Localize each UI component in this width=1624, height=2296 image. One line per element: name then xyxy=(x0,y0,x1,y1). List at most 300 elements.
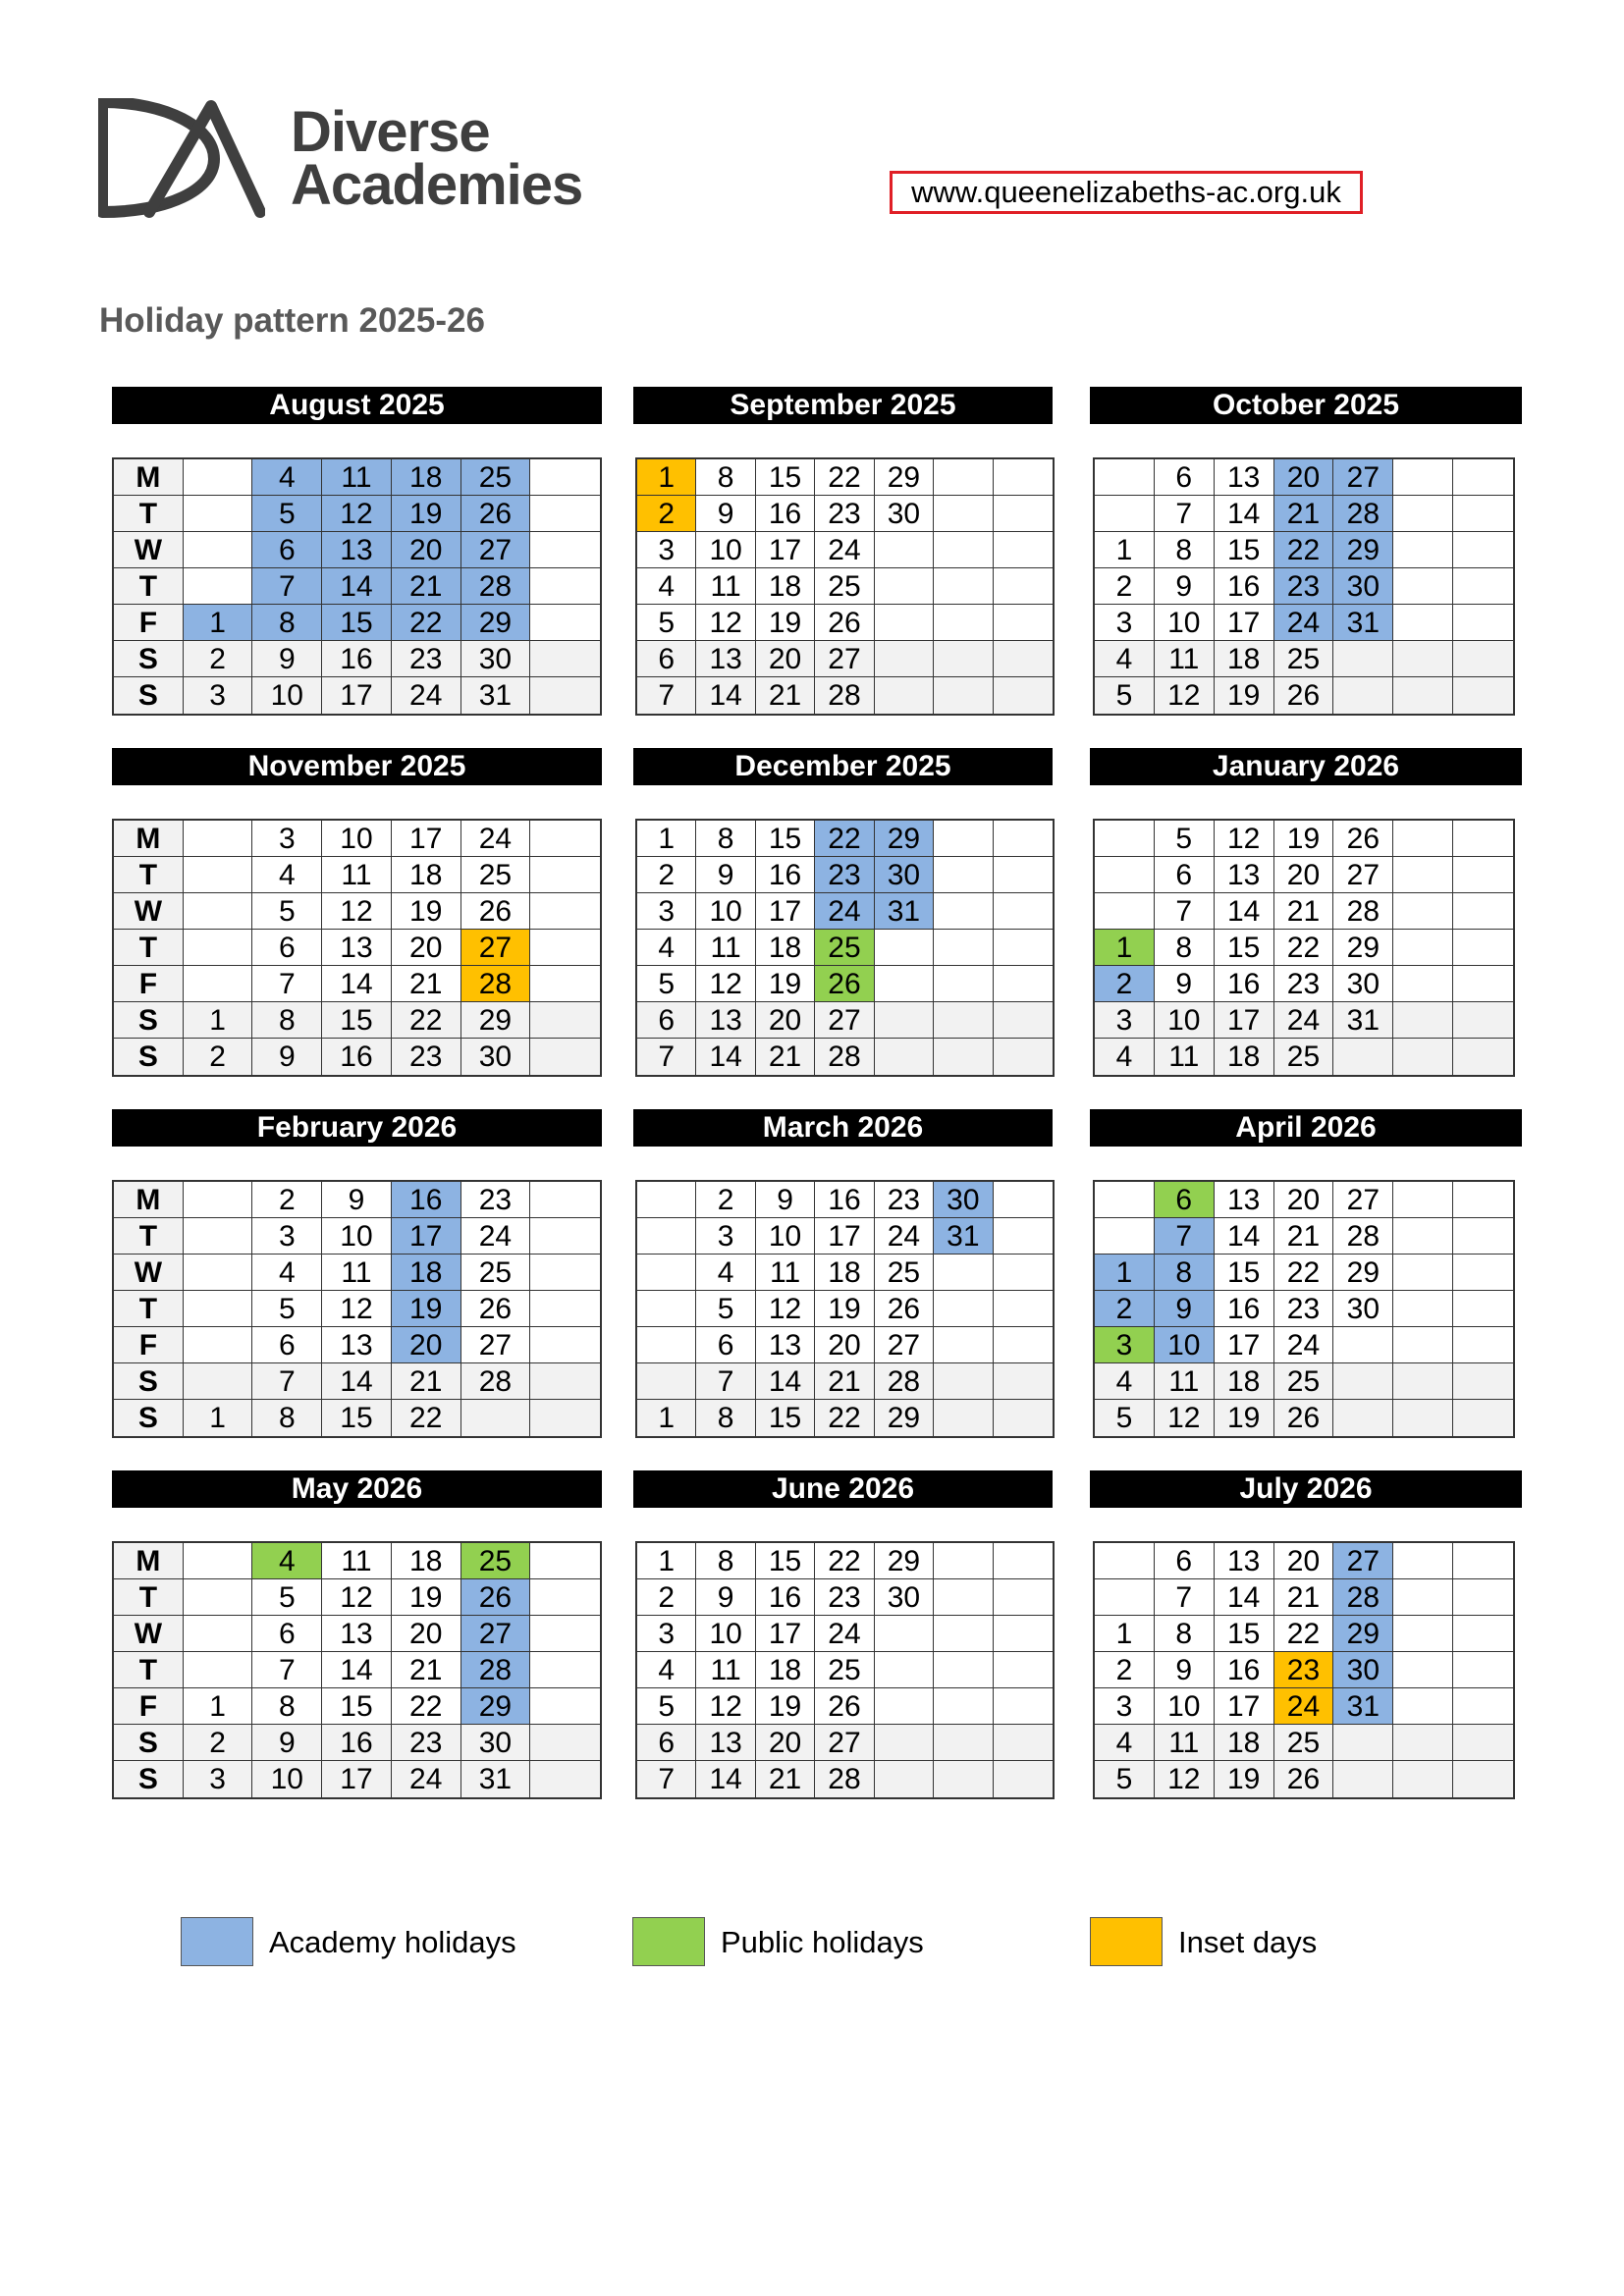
date-cell: 5 xyxy=(637,1688,696,1725)
date-cell: 27 xyxy=(815,1725,874,1761)
empty-cell xyxy=(994,1327,1053,1363)
date-cell: 1 xyxy=(184,605,253,641)
date-cell: 15 xyxy=(756,1400,815,1436)
date-cell: 15 xyxy=(756,459,815,496)
date-cell: 2 xyxy=(696,1182,755,1218)
day-label: T xyxy=(114,496,184,532)
date-cell: 8 xyxy=(696,1543,755,1579)
date-cell: 24 xyxy=(1274,1327,1334,1363)
empty-cell xyxy=(1333,1400,1393,1436)
date-cell: 16 xyxy=(1215,1652,1274,1688)
date-cell: 3 xyxy=(252,1218,322,1255)
date-cell: 24 xyxy=(875,1218,934,1255)
empty-cell xyxy=(1393,1579,1453,1616)
empty-cell xyxy=(934,966,993,1002)
date-cell: 2 xyxy=(1095,1291,1155,1327)
date-cell: 22 xyxy=(1274,930,1334,966)
date-cell: 16 xyxy=(322,1039,392,1075)
empty-cell xyxy=(1333,1725,1393,1761)
date-cell: 8 xyxy=(1155,930,1215,966)
empty-cell xyxy=(994,1291,1053,1327)
date-cell: 14 xyxy=(756,1363,815,1400)
date-cell: 6 xyxy=(1155,459,1215,496)
empty-cell xyxy=(994,893,1053,930)
date-cell: 13 xyxy=(696,1002,755,1039)
month-header: March 2026 xyxy=(633,1109,1053,1147)
date-cell: 17 xyxy=(392,1218,461,1255)
date-cell: 6 xyxy=(637,641,696,677)
date-cell: 8 xyxy=(696,821,755,857)
date-cell: 9 xyxy=(252,1725,322,1761)
date-cell: 25 xyxy=(815,568,874,605)
date-cell: 11 xyxy=(756,1255,815,1291)
empty-cell xyxy=(1453,930,1513,966)
empty-cell xyxy=(184,1363,253,1400)
empty-cell xyxy=(994,857,1053,893)
date-cell: 7 xyxy=(637,1761,696,1797)
month-days-grid xyxy=(635,819,1055,1077)
date-cell: 30 xyxy=(1333,966,1393,1002)
date-cell: 18 xyxy=(392,1255,461,1291)
date-cell: 31 xyxy=(1333,1002,1393,1039)
website-link[interactable]: www.queenelizabeths-ac.org.uk xyxy=(890,171,1363,214)
date-cell: 9 xyxy=(696,496,755,532)
date-cell: 18 xyxy=(756,930,815,966)
empty-cell xyxy=(1453,459,1513,496)
empty-cell xyxy=(934,1543,993,1579)
date-cell: 2 xyxy=(637,496,696,532)
empty-cell xyxy=(1393,1400,1453,1436)
empty-cell xyxy=(184,459,253,496)
date-cell: 31 xyxy=(1333,605,1393,641)
empty-cell xyxy=(530,568,600,605)
empty-cell xyxy=(530,1255,600,1291)
empty-cell xyxy=(530,1002,600,1039)
empty-cell xyxy=(530,1543,600,1579)
date-cell: 4 xyxy=(252,857,322,893)
date-cell: 15 xyxy=(1215,1255,1274,1291)
day-label: T xyxy=(114,857,184,893)
empty-cell xyxy=(1333,1039,1393,1075)
empty-cell xyxy=(530,605,600,641)
date-cell: 7 xyxy=(696,1363,755,1400)
date-cell: 9 xyxy=(1155,1291,1215,1327)
date-cell: 13 xyxy=(1215,459,1274,496)
empty-cell xyxy=(994,1543,1053,1579)
day-label: S xyxy=(114,1002,184,1039)
day-label: T xyxy=(114,1218,184,1255)
empty-cell xyxy=(934,1579,993,1616)
empty-cell xyxy=(530,893,600,930)
day-label: M xyxy=(114,1182,184,1218)
empty-cell xyxy=(530,1039,600,1075)
date-cell: 22 xyxy=(1274,532,1334,568)
empty-cell xyxy=(184,1652,253,1688)
empty-cell xyxy=(530,1363,600,1400)
date-cell: 27 xyxy=(815,641,874,677)
empty-cell xyxy=(530,1218,600,1255)
date-cell: 27 xyxy=(1333,857,1393,893)
empty-cell xyxy=(875,1616,934,1652)
date-cell: 1 xyxy=(1095,1255,1155,1291)
date-cell: 1 xyxy=(184,1688,253,1725)
date-cell: 12 xyxy=(1155,1761,1215,1797)
date-cell: 28 xyxy=(461,1363,531,1400)
date-cell: 16 xyxy=(756,1579,815,1616)
date-cell: 13 xyxy=(322,1616,392,1652)
date-cell: 13 xyxy=(1215,1182,1274,1218)
date-cell: 11 xyxy=(1155,1039,1215,1075)
date-cell: 27 xyxy=(461,930,531,966)
month-header: February 2026 xyxy=(112,1109,602,1147)
date-cell: 3 xyxy=(1095,1002,1155,1039)
date-cell: 29 xyxy=(461,1002,531,1039)
empty-cell xyxy=(637,1182,696,1218)
date-cell: 22 xyxy=(815,1543,874,1579)
date-cell: 6 xyxy=(252,930,322,966)
empty-cell xyxy=(184,1327,253,1363)
empty-cell xyxy=(1393,568,1453,605)
date-cell: 10 xyxy=(1155,605,1215,641)
empty-cell xyxy=(1095,893,1155,930)
empty-cell xyxy=(875,1652,934,1688)
date-cell: 27 xyxy=(875,1327,934,1363)
date-cell: 18 xyxy=(1215,641,1274,677)
date-cell: 8 xyxy=(1155,532,1215,568)
empty-cell xyxy=(934,568,993,605)
empty-cell xyxy=(1453,496,1513,532)
date-cell: 3 xyxy=(1095,1327,1155,1363)
empty-cell xyxy=(875,1688,934,1725)
month-days-grid xyxy=(112,819,602,1077)
empty-cell xyxy=(184,1291,253,1327)
date-cell: 1 xyxy=(1095,930,1155,966)
empty-cell xyxy=(1333,677,1393,714)
date-cell: 9 xyxy=(756,1182,815,1218)
date-cell: 3 xyxy=(637,532,696,568)
empty-cell xyxy=(1393,605,1453,641)
date-cell: 17 xyxy=(1215,1688,1274,1725)
date-cell: 27 xyxy=(461,1616,531,1652)
date-cell: 2 xyxy=(637,1579,696,1616)
date-cell: 11 xyxy=(696,568,755,605)
empty-cell xyxy=(994,532,1053,568)
date-cell: 25 xyxy=(1274,1039,1334,1075)
date-cell: 4 xyxy=(637,568,696,605)
date-cell: 13 xyxy=(322,532,392,568)
empty-cell xyxy=(184,857,253,893)
empty-cell xyxy=(1095,1182,1155,1218)
empty-cell xyxy=(994,966,1053,1002)
day-label: S xyxy=(114,1761,184,1797)
date-cell: 11 xyxy=(322,1543,392,1579)
empty-cell xyxy=(1453,1543,1513,1579)
empty-cell xyxy=(934,1291,993,1327)
empty-cell xyxy=(637,1291,696,1327)
month-november-2025 xyxy=(112,748,602,1073)
date-cell: 10 xyxy=(252,677,322,714)
date-cell: 3 xyxy=(184,1761,253,1797)
empty-cell xyxy=(994,1725,1053,1761)
date-cell: 14 xyxy=(696,1039,755,1075)
empty-cell xyxy=(184,930,253,966)
date-cell: 30 xyxy=(875,496,934,532)
day-label: S xyxy=(114,677,184,714)
empty-cell xyxy=(1393,1002,1453,1039)
day-label: T xyxy=(114,1579,184,1616)
date-cell: 5 xyxy=(1095,1400,1155,1436)
date-cell: 19 xyxy=(1215,677,1274,714)
date-cell: 12 xyxy=(756,1291,815,1327)
month-header: October 2025 xyxy=(1090,387,1522,424)
date-cell: 24 xyxy=(392,677,461,714)
empty-cell xyxy=(1393,1543,1453,1579)
date-cell: 15 xyxy=(322,605,392,641)
empty-cell xyxy=(1393,930,1453,966)
date-cell: 29 xyxy=(461,1688,531,1725)
empty-cell xyxy=(1393,821,1453,857)
date-cell: 11 xyxy=(696,930,755,966)
date-cell: 21 xyxy=(815,1363,874,1400)
empty-cell xyxy=(184,1616,253,1652)
month-days-grid xyxy=(635,1541,1055,1799)
empty-cell xyxy=(994,1255,1053,1291)
date-cell: 28 xyxy=(461,568,531,605)
month-days-grid xyxy=(1093,819,1515,1077)
logo-mark-icon xyxy=(98,98,265,221)
day-label: F xyxy=(114,966,184,1002)
empty-cell xyxy=(184,496,253,532)
date-cell: 10 xyxy=(696,532,755,568)
date-cell: 16 xyxy=(1215,568,1274,605)
date-cell: 25 xyxy=(875,1255,934,1291)
date-cell: 25 xyxy=(461,1543,531,1579)
date-cell: 22 xyxy=(815,1400,874,1436)
date-cell: 1 xyxy=(1095,532,1155,568)
date-cell: 5 xyxy=(252,1579,322,1616)
month-days-grid xyxy=(635,457,1055,716)
date-cell: 21 xyxy=(1274,496,1334,532)
date-cell: 13 xyxy=(1215,1543,1274,1579)
date-cell: 3 xyxy=(252,821,322,857)
date-cell: 19 xyxy=(756,1688,815,1725)
date-cell: 30 xyxy=(1333,568,1393,605)
date-cell: 11 xyxy=(1155,1363,1215,1400)
empty-cell xyxy=(1453,1652,1513,1688)
month-header: April 2026 xyxy=(1090,1109,1522,1147)
date-cell: 21 xyxy=(756,1761,815,1797)
empty-cell xyxy=(530,1579,600,1616)
empty-cell xyxy=(461,1400,531,1436)
empty-cell xyxy=(1453,966,1513,1002)
month-header: August 2025 xyxy=(112,387,602,424)
date-cell: 6 xyxy=(696,1327,755,1363)
date-cell: 12 xyxy=(696,966,755,1002)
date-cell: 25 xyxy=(815,1652,874,1688)
empty-cell xyxy=(934,605,993,641)
empty-cell xyxy=(530,857,600,893)
date-cell: 8 xyxy=(252,605,322,641)
month-days-grid xyxy=(112,457,602,716)
month-header: September 2025 xyxy=(633,387,1053,424)
date-cell: 18 xyxy=(815,1255,874,1291)
date-cell: 8 xyxy=(1155,1255,1215,1291)
date-cell: 10 xyxy=(322,1218,392,1255)
date-cell: 13 xyxy=(322,1327,392,1363)
empty-cell xyxy=(1393,496,1453,532)
empty-cell xyxy=(1393,1725,1453,1761)
date-cell: 14 xyxy=(322,966,392,1002)
date-cell: 31 xyxy=(875,893,934,930)
month-september-2025 xyxy=(633,387,1053,712)
day-label: S xyxy=(114,641,184,677)
empty-cell xyxy=(530,496,600,532)
legend-label: Inset days xyxy=(1178,1925,1318,1959)
empty-cell xyxy=(1393,1327,1453,1363)
empty-cell xyxy=(637,1327,696,1363)
date-cell: 20 xyxy=(756,641,815,677)
date-cell: 25 xyxy=(1274,1725,1334,1761)
date-cell: 28 xyxy=(1333,496,1393,532)
date-cell: 15 xyxy=(322,1002,392,1039)
date-cell: 17 xyxy=(815,1218,874,1255)
month-header: July 2026 xyxy=(1090,1470,1522,1508)
empty-cell xyxy=(934,1363,993,1400)
date-cell: 12 xyxy=(1215,821,1274,857)
date-cell: 4 xyxy=(1095,1725,1155,1761)
date-cell: 1 xyxy=(637,821,696,857)
empty-cell xyxy=(637,1255,696,1291)
empty-cell xyxy=(1095,821,1155,857)
day-label: M xyxy=(114,1543,184,1579)
date-cell: 6 xyxy=(252,1327,322,1363)
empty-cell xyxy=(530,641,600,677)
empty-cell xyxy=(994,1363,1053,1400)
empty-cell xyxy=(1393,966,1453,1002)
empty-cell xyxy=(530,532,600,568)
empty-cell xyxy=(184,1182,253,1218)
day-label: M xyxy=(114,821,184,857)
date-cell: 27 xyxy=(815,1002,874,1039)
empty-cell xyxy=(934,821,993,857)
date-cell: 4 xyxy=(252,459,322,496)
date-cell: 14 xyxy=(1215,496,1274,532)
empty-cell xyxy=(994,641,1053,677)
date-cell: 1 xyxy=(184,1002,253,1039)
empty-cell xyxy=(934,930,993,966)
date-cell: 8 xyxy=(1155,1616,1215,1652)
empty-cell xyxy=(530,1182,600,1218)
date-cell: 14 xyxy=(322,1363,392,1400)
date-cell: 6 xyxy=(637,1725,696,1761)
date-cell: 28 xyxy=(875,1363,934,1400)
empty-cell xyxy=(994,1652,1053,1688)
date-cell: 16 xyxy=(815,1182,874,1218)
date-cell: 8 xyxy=(252,1002,322,1039)
date-cell: 22 xyxy=(1274,1255,1334,1291)
date-cell: 7 xyxy=(637,1039,696,1075)
date-cell: 19 xyxy=(1274,821,1334,857)
month-header: June 2026 xyxy=(633,1470,1053,1508)
month-days-grid xyxy=(1093,457,1515,716)
empty-cell xyxy=(1333,1761,1393,1797)
date-cell: 30 xyxy=(934,1182,993,1218)
date-cell: 17 xyxy=(756,1616,815,1652)
day-label: W xyxy=(114,893,184,930)
date-cell: 17 xyxy=(756,532,815,568)
date-cell: 5 xyxy=(1155,821,1215,857)
date-cell: 5 xyxy=(252,1291,322,1327)
date-cell: 21 xyxy=(392,1652,461,1688)
date-cell: 14 xyxy=(696,1761,755,1797)
legend-label: Academy holidays xyxy=(269,1925,516,1959)
date-cell: 26 xyxy=(875,1291,934,1327)
empty-cell xyxy=(1095,1218,1155,1255)
date-cell: 4 xyxy=(252,1255,322,1291)
empty-cell xyxy=(637,1218,696,1255)
date-cell: 19 xyxy=(392,893,461,930)
empty-cell xyxy=(1095,1579,1155,1616)
empty-cell xyxy=(1453,1002,1513,1039)
date-cell: 5 xyxy=(637,605,696,641)
date-cell: 18 xyxy=(392,459,461,496)
date-cell: 1 xyxy=(637,459,696,496)
empty-cell xyxy=(875,930,934,966)
date-cell: 13 xyxy=(696,1725,755,1761)
date-cell: 23 xyxy=(1274,568,1334,605)
empty-cell xyxy=(875,1039,934,1075)
date-cell: 7 xyxy=(252,1652,322,1688)
date-cell: 21 xyxy=(1274,893,1334,930)
date-cell: 7 xyxy=(252,966,322,1002)
date-cell: 18 xyxy=(756,568,815,605)
empty-cell xyxy=(994,459,1053,496)
page-title: Holiday pattern 2025-26 xyxy=(99,301,485,340)
empty-cell xyxy=(934,1327,993,1363)
date-cell: 30 xyxy=(875,1579,934,1616)
date-cell: 17 xyxy=(1215,605,1274,641)
date-cell: 30 xyxy=(461,641,531,677)
date-cell: 24 xyxy=(1274,1688,1334,1725)
date-cell: 25 xyxy=(461,857,531,893)
date-cell: 24 xyxy=(1274,1002,1334,1039)
month-june-2026 xyxy=(633,1470,1053,1795)
empty-cell xyxy=(934,532,993,568)
empty-cell xyxy=(530,966,600,1002)
empty-cell xyxy=(875,966,934,1002)
date-cell: 2 xyxy=(1095,568,1155,605)
empty-cell xyxy=(1393,459,1453,496)
date-cell: 26 xyxy=(815,605,874,641)
date-cell: 17 xyxy=(756,893,815,930)
date-cell: 13 xyxy=(696,641,755,677)
date-cell: 17 xyxy=(392,821,461,857)
empty-cell xyxy=(1393,1761,1453,1797)
date-cell: 3 xyxy=(1095,1688,1155,1725)
date-cell: 21 xyxy=(756,677,815,714)
month-days-grid xyxy=(112,1180,602,1438)
empty-cell xyxy=(875,605,934,641)
empty-cell xyxy=(184,532,253,568)
empty-cell xyxy=(1453,605,1513,641)
empty-cell xyxy=(1333,641,1393,677)
date-cell: 2 xyxy=(252,1182,322,1218)
date-cell: 2 xyxy=(184,641,253,677)
date-cell: 4 xyxy=(1095,1039,1155,1075)
date-cell: 7 xyxy=(252,1363,322,1400)
date-cell: 24 xyxy=(392,1761,461,1797)
empty-cell xyxy=(1333,1363,1393,1400)
